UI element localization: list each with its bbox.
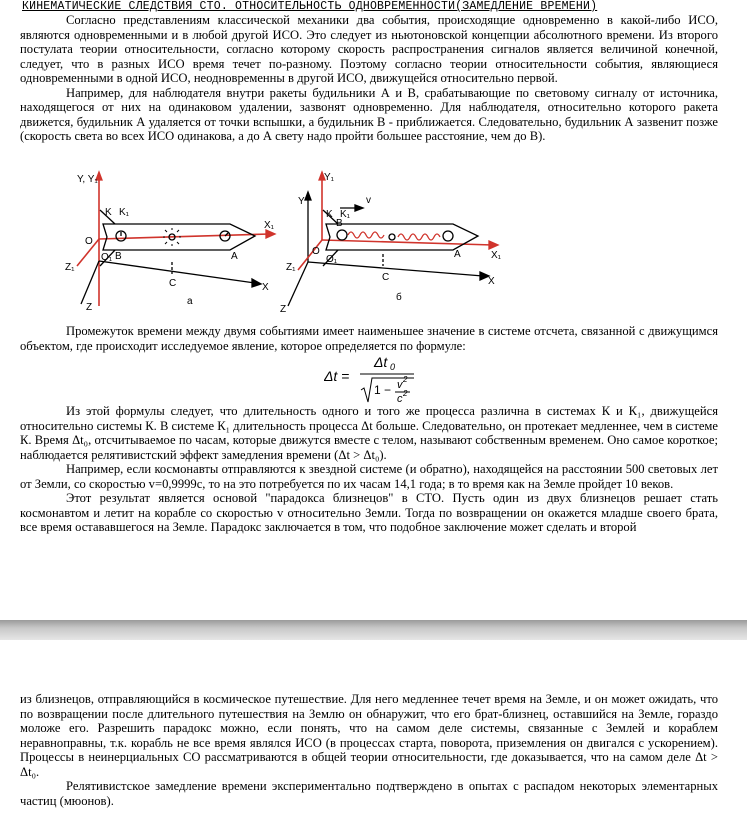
- formula-intro: [20, 324, 718, 353]
- fig-label: K: [326, 209, 333, 220]
- fig-label: Y₁: [324, 172, 335, 183]
- fig-label: X₁: [264, 220, 275, 231]
- formula-root-one: 1 −: [374, 383, 392, 397]
- figure-b: [278, 166, 518, 316]
- paragraph: из близнецов, отправляющийся в космическое путешествие. Для него медленнее течет время на Земле, и он может ожидать, что по возвращении после длительного путешествия на Землю он обнаружит, что его брат-близнец, оставшийся на Земле, гораздо моложе его. Разрешить парадокс можно, если понять, что на самом деле системы, связанные с Землей и кораблем неравноправны, т.к. корабль не все время являлся ИСО (в процессах старта, поворота, приземления он двигался с ускорением). Процессы в неинерциальных СО рассматриваются в общей теории относительности, где доказывается, что на самом деле Δt > Δt₀.: [20, 692, 718, 779]
- fig-label: Z₁: [65, 262, 75, 273]
- fig-label: K₁: [119, 207, 130, 218]
- formula-numerator: Δt: [374, 354, 388, 370]
- figure-a: [55, 166, 295, 316]
- formula-power: 2: [403, 389, 408, 398]
- page-2: [0, 640, 747, 818]
- fig-label: v: [366, 195, 371, 206]
- fig-label: O₁: [101, 252, 113, 263]
- fig-label: X: [262, 282, 269, 293]
- fig-label: K: [105, 207, 112, 218]
- fig-label: A: [231, 251, 238, 262]
- page-break: [0, 620, 747, 640]
- section-heading: КИНЕМАТИЧЕСКИЕ СЛЕДСТВИЯ СТО. ОТНОСИТЕЛЬНОСТЬ ОДНОВРЕМЕННОСТИ(ЗАМЕДЛЕНИЕ ВРЕМЕНИ): [22, 0, 598, 13]
- fig-label: X₁: [491, 250, 502, 261]
- fig-label: X: [488, 276, 495, 287]
- fig-label: A: [454, 249, 461, 260]
- explanation-text: [20, 404, 718, 535]
- fig-label: Z: [86, 302, 93, 313]
- fig-label: Z₁: [286, 262, 296, 273]
- formula-lhs: Δt =: [324, 368, 350, 384]
- intro-text: [20, 13, 718, 144]
- fig-label: K₁: [340, 209, 351, 220]
- paragraph: Промежуток времени между двумя событиями имеет наименьшее значение в системе отсчета, связанной с движущимся объектом, где происходит исследуемое явление, которое определяется по формуле:: [20, 324, 718, 353]
- fig-label: B: [336, 218, 343, 229]
- fig-label: O₁: [326, 254, 338, 265]
- paragraph: Согласно представлениям классической механики два события, происходящие одновременно в какой-либо ИСО, являются одновременными и в любой другой ИСО. Это следует из ньютоновской концепции абсолютного времени. Из второго постулата теории относительности, согласно которому скорость распространения сигналов является величиной конечной, следует, что в разных ИСО время течет по-разному. Поэтому согласно теории относительности события, являющиеся одновременными в одной ИСО, неодновременны в другой ИСО, движущейся относительно первой.: [20, 13, 718, 85]
- fig-label: B: [115, 251, 122, 262]
- fig-label: O: [312, 246, 320, 257]
- fig-label: O: [85, 236, 93, 247]
- paragraph: Этот результат является основой "парадокса близнецов" в СТО. Пусть один из двух близнецов решает стать космонавтом и летит на корабле со скоростью v относительно Земли. Тогда по возвращении он окажется младше своего брата, все время остававшегося на Земле. Парадокс заключается в том, что подобное заключение может сделать и второй: [20, 491, 718, 534]
- fig-label: Y: [298, 196, 305, 207]
- formula-v: v: [397, 379, 403, 391]
- paragraph: Из этой формулы следует, что длительность одного и того же процесса различна в системах К и К₁, движущейся относительно системы К. В системе К₁ длительность процесса Δt больше. Следовательно, он протекает медленнее, чем в системе К. Время Δt₀, отсчитываемое по часам, которые движутся вместе с телом, называют собственным временем. Оно самое короткое; наблюдается релятивистский эффект замедления времени (Δt > Δt₀).: [20, 404, 718, 462]
- formula-c: c: [397, 393, 403, 404]
- paragraph: Например, для наблюдателя внутри ракеты будильники А и В, срабатывающие по световому сигналу от источника, находящегося от них на одинаковом удалении, зазвонят одновременно. Для наблюдателя, относительно которого ракета движется, будильник А удаляется от точки вспышки, а будильник В - приближается. Следовательно, будильник А зазвенит позже (скорость света во всех ИСО одинакова, а до А свету надо пройти большее расстояние, чем до В).: [20, 85, 718, 143]
- paragraph: Например, если космонавты отправляются к звездной системе (и обратно), находящейся на расстоянии 500 световых лет от Земли, со скоростью v=0,9999с, то на это потребуется по их часам 14,1 года; в то время как на Земле пройдет 10 веков.: [20, 462, 718, 491]
- fig-label: C: [382, 272, 390, 283]
- fig-label: Y, Y₁: [77, 174, 98, 185]
- formula-power: 2: [403, 375, 408, 384]
- fig-label: C: [169, 278, 177, 289]
- fig-label: Z: [280, 304, 287, 315]
- paragraph: Релятивистское замедление времени экспериментально подтверждено в опытах с распадом некоторых элементарных частиц (мюонов).: [20, 779, 718, 808]
- formula-subscript: 0: [390, 362, 396, 372]
- time-dilation-formula: [324, 352, 434, 404]
- continuation-text: [20, 692, 718, 808]
- figure-caption: а: [187, 296, 193, 307]
- figure-caption: б: [396, 292, 402, 303]
